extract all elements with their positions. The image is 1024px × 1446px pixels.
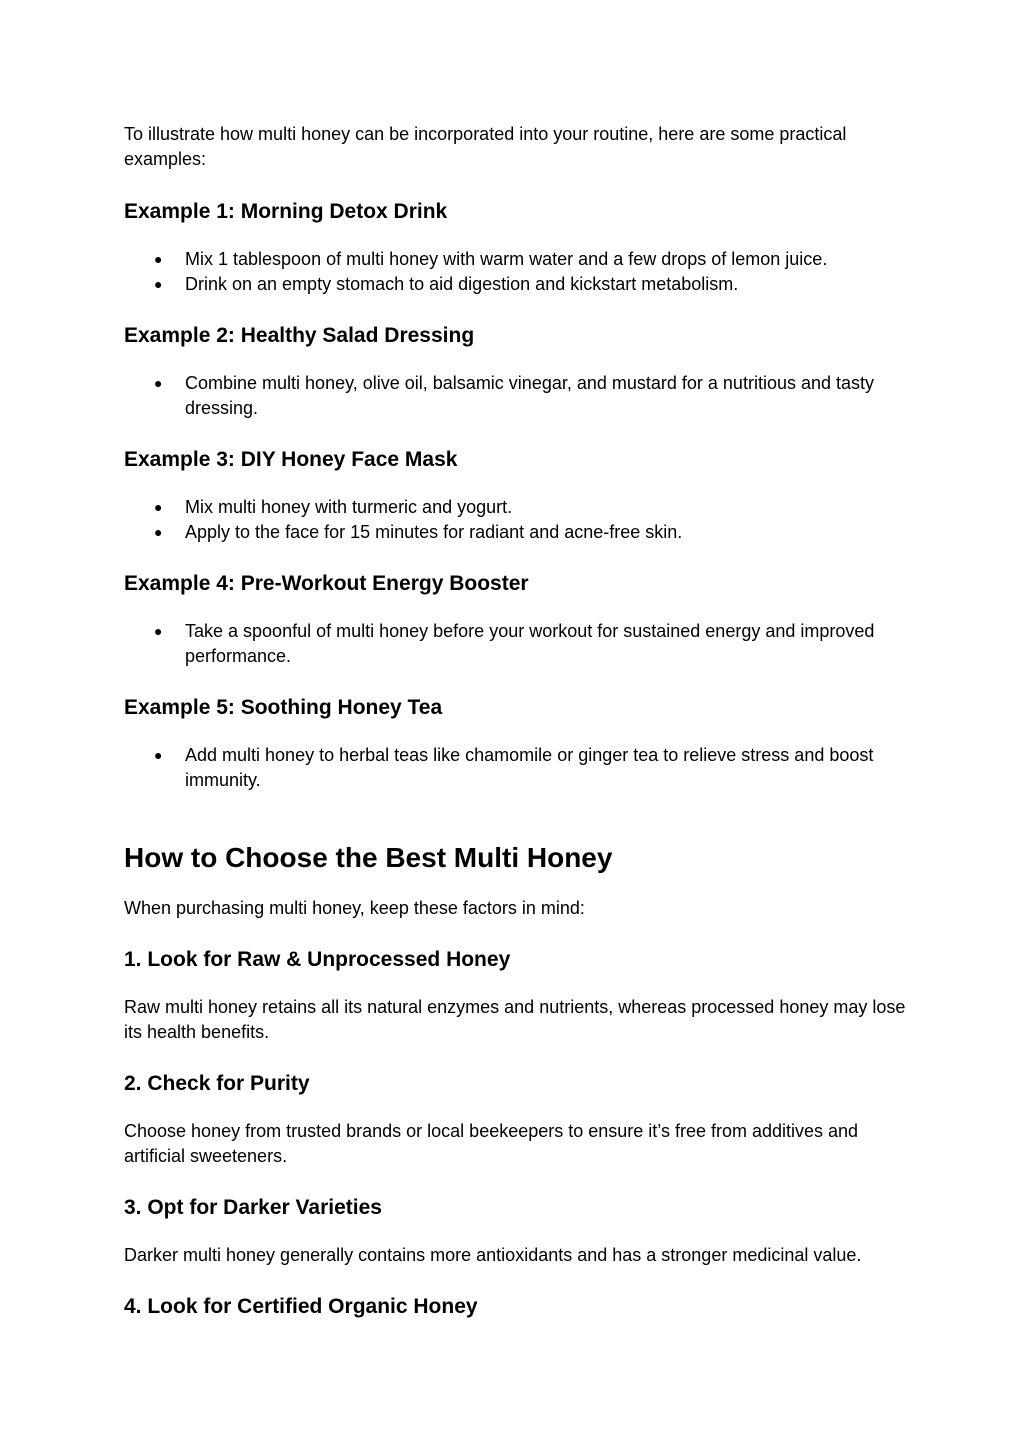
intro-paragraph: To illustrate how multi honey can be incorporated into your routine, here are some practical examples:	[124, 124, 847, 169]
list-item	[124, 520, 914, 545]
bullet-icon: ●	[154, 524, 163, 540]
factor-text: Raw multi honey retains all its natural enzymes and nutrients, whereas processed honey may lose its health benefits.	[124, 997, 906, 1042]
factor-text: Choose honey from trusted brands or local beekeepers to ensure it’s free from additives and artificial sweeteners.	[124, 1121, 859, 1166]
example-heading: Example 5: Soothing Honey Tea	[124, 696, 443, 719]
example-bullet-list	[124, 371, 914, 421]
bullet-icon: ●	[154, 499, 163, 515]
list-item	[124, 495, 914, 520]
factor-text: Darker multi honey generally contains more antioxidants and has a stronger medicinal value.	[124, 1245, 862, 1265]
example-heading: Example 4: Pre-Workout Energy Booster	[124, 572, 529, 595]
bullet-icon: ●	[154, 747, 163, 763]
factor-heading: 3. Opt for Darker Varieties	[124, 1196, 382, 1219]
section-intro: When purchasing multi honey, keep these factors in mind:	[124, 898, 585, 918]
list-item	[124, 247, 914, 272]
example-heading: Example 1: Morning Detox Drink	[124, 200, 448, 223]
list-item-text: Combine multi honey, olive oil, balsamic vinegar, and mustard for a nutritious and tasty dressing.	[185, 373, 875, 418]
factor-heading: 4. Look for Certified Organic Honey	[124, 1295, 478, 1318]
section-title: How to Choose the Best Multi Honey	[124, 842, 613, 873]
bullet-icon: ●	[154, 276, 163, 292]
list-item-text: Drink on an empty stomach to aid digestion and kickstart metabolism.	[185, 274, 739, 294]
example-bullet-list	[124, 247, 914, 297]
document-page	[124, 122, 914, 1320]
example-heading: Example 2: Healthy Salad Dressing	[124, 324, 475, 347]
factor-heading: 1. Look for Raw & Unprocessed Honey	[124, 948, 511, 971]
list-item	[124, 619, 914, 669]
bullet-icon: ●	[154, 623, 163, 639]
list-item	[124, 371, 914, 421]
bullet-icon: ●	[154, 375, 163, 391]
list-item-text: Add multi honey to herbal teas like chamomile or ginger tea to relieve stress and boost immunity.	[185, 745, 874, 790]
example-bullet-list	[124, 495, 914, 545]
example-bullet-list	[124, 743, 914, 793]
list-item-text: Apply to the face for 15 minutes for radiant and acne-free skin.	[185, 522, 683, 542]
example-bullet-list	[124, 619, 914, 669]
factor-heading: 2. Check for Purity	[124, 1072, 310, 1095]
example-heading: Example 3: DIY Honey Face Mask	[124, 448, 458, 471]
list-item	[124, 272, 914, 297]
bullet-icon: ●	[154, 251, 163, 267]
list-item	[124, 743, 914, 793]
list-item-text: Mix 1 tablespoon of multi honey with warm water and a few drops of lemon juice.	[185, 249, 828, 269]
list-item-text: Take a spoonful of multi honey before your workout for sustained energy and improved performance.	[185, 621, 875, 666]
list-item-text: Mix multi honey with turmeric and yogurt.	[185, 497, 513, 517]
